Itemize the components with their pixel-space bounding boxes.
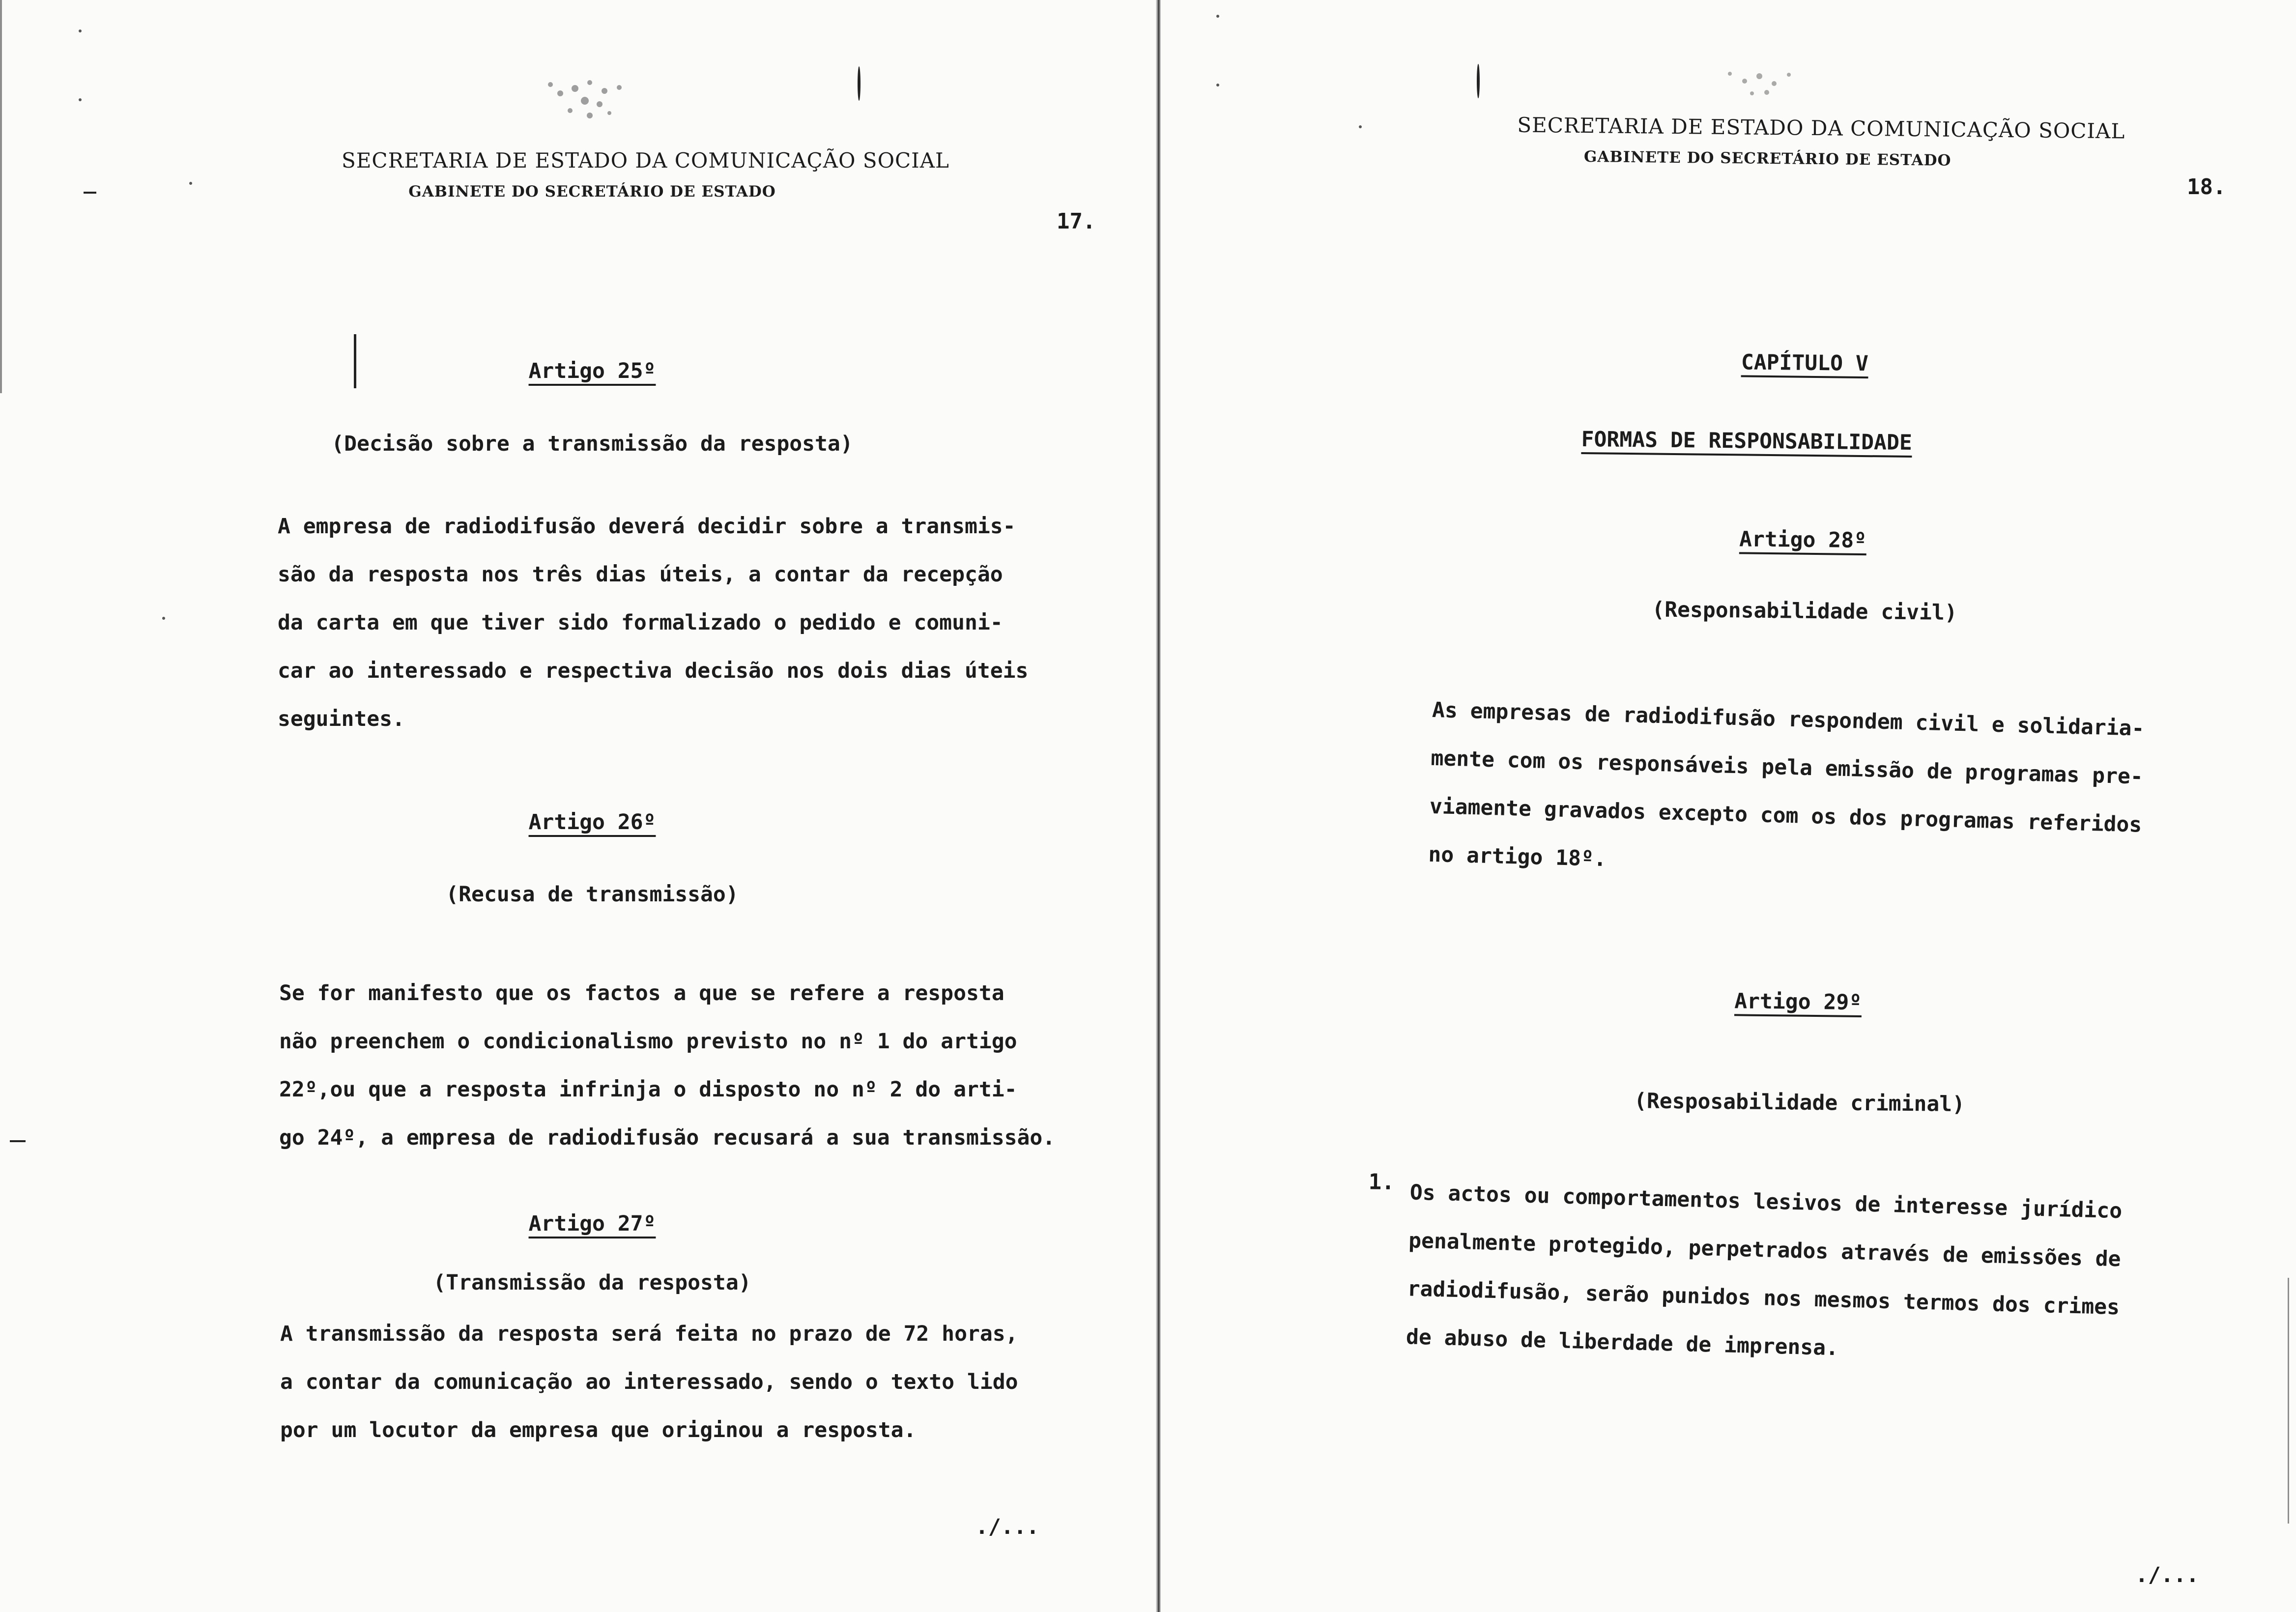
article-title: Artigo 25º xyxy=(528,359,656,383)
article-title: Artigo 27º xyxy=(528,1211,656,1236)
page-content xyxy=(1162,0,2296,1612)
article-title: Artigo 28º xyxy=(1739,527,1867,553)
article-body xyxy=(279,969,1055,1162)
body-line: A transmissão da resposta será feita no prazo de 72 horas, xyxy=(280,1322,1018,1346)
header-office: GABINETE DO SECRETÁRIO DE ESTADO xyxy=(408,183,776,201)
scan-speck xyxy=(162,617,165,620)
margin-mark xyxy=(354,334,356,388)
margin-mark xyxy=(0,0,2,393)
margin-mark xyxy=(84,192,96,194)
body-line: são da resposta nos três dias úteis, a contar da recepção xyxy=(278,562,1003,587)
body-line: mente com os responsáveis pela emissão de programas pre- xyxy=(1430,746,2144,789)
scan-speck xyxy=(189,182,192,185)
header-office: GABINETE DO SECRETÁRIO DE ESTADO xyxy=(1583,148,1952,170)
coat-of-arms-seal-icon xyxy=(541,74,639,128)
right-page xyxy=(1162,0,2296,1612)
body-line: viamente gravados excepto com os dos programas referidos xyxy=(1429,794,2142,837)
body-line: de abuso de liberdade de imprensa. xyxy=(1406,1324,1839,1361)
body-line: Os actos ou comportamentos lesivos de interesse jurídico xyxy=(1409,1180,2123,1224)
article-subtitle: (Recusa de transmissão) xyxy=(446,882,739,907)
chapter-heading: CAPÍTULO V xyxy=(1741,350,1869,376)
page-number: 17. xyxy=(1057,209,1096,234)
page-number: 18. xyxy=(2187,174,2226,200)
scan-speck xyxy=(1359,125,1362,128)
article-body xyxy=(1428,686,2145,897)
header-org: SECRETARIA DE ESTADO DA COMUNICAÇÃO SOCIAL xyxy=(342,148,949,173)
scan-speck xyxy=(1216,15,1219,18)
body-line: car ao interessado e respectiva decisão nos dois dias úteis xyxy=(278,659,1029,683)
article-title: Artigo 29º xyxy=(1734,989,1862,1015)
body-line: da carta em que tiver sido formalizado o pedido e comuni- xyxy=(278,610,1003,635)
body-line: por um locutor da empresa que originou a resposta. xyxy=(280,1418,917,1442)
article-title: Artigo 26º xyxy=(528,810,656,835)
body-line: não preenchem o condicionalismo previsto no nº 1 do artigo xyxy=(279,1029,1017,1054)
scan-speck xyxy=(79,29,82,32)
body-line: Se for manifesto que os factos a que se refere a resposta xyxy=(279,981,1004,1006)
scan-speck xyxy=(79,98,82,101)
header-org: SECRETARIA DE ESTADO DA COMUNICAÇÃO SOCIAL xyxy=(1517,113,2125,144)
margin-mark xyxy=(2288,1278,2289,1524)
margin-mark xyxy=(10,1140,26,1142)
article-subtitle: (Resposabilidade criminal) xyxy=(1634,1089,1965,1117)
body-line: no artigo 18º. xyxy=(1428,842,1607,872)
body-line: 22º,ou que a resposta infrinja o disposto no nº 2 do arti- xyxy=(279,1077,1017,1102)
body-line: go 24º, a empresa de radiodifusão recusará a sua transmissão. xyxy=(279,1125,1056,1150)
body-line: A empresa de radiodifusão deverá decidir sobre a transmis- xyxy=(278,514,1016,539)
chapter-title: FORMAS DE RESPONSABILIDADE xyxy=(1581,427,1913,456)
body-line: As empresas de radiodifusão respondem civil e solidaria- xyxy=(1432,697,2145,741)
item-number: 1. xyxy=(1368,1169,1395,1195)
continuation-mark: ./... xyxy=(976,1515,1039,1539)
article-body xyxy=(280,1310,1018,1454)
continuation-mark: ./... xyxy=(2135,1563,2199,1587)
article-subtitle: (Decisão sobre a transmissão da resposta) xyxy=(331,432,853,456)
body-line: penalmente protegido, perpetrados através de emissões de xyxy=(1408,1228,2122,1272)
scan-mark xyxy=(858,66,861,101)
scan-speck xyxy=(1216,84,1219,86)
body-line: radiodifusão, serão punidos nos mesmos termos dos crimes xyxy=(1407,1276,2120,1320)
article-subtitle: (Responsabilidade civil) xyxy=(1652,597,1957,626)
body-line: a contar da comunicação ao interessado, sendo o texto lido xyxy=(280,1370,1018,1394)
article-subtitle: (Transmissão da resposta) xyxy=(433,1270,751,1295)
article-body xyxy=(1406,1168,2123,1380)
article-body xyxy=(278,502,1028,743)
body-line: seguintes. xyxy=(278,707,405,731)
book-spine xyxy=(1156,0,1161,1612)
